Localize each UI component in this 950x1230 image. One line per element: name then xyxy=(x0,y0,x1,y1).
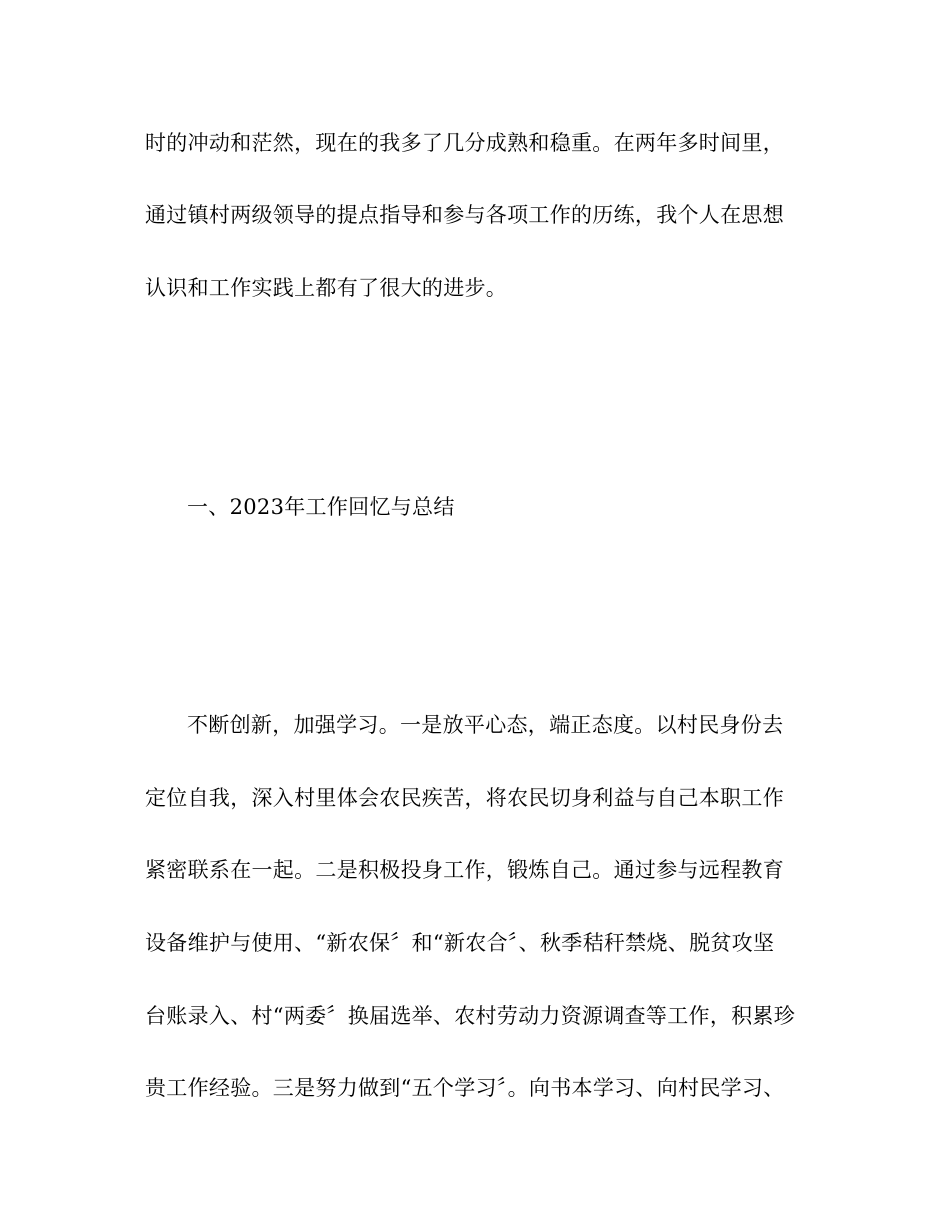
paragraph-line: 通过镇村两级领导的提点指导和参与各项工作的历练，我个人在思想 xyxy=(145,203,784,227)
paragraph-line: 认识和工作实践上都有了很大的进步。 xyxy=(145,276,508,300)
paragraph-line: 不断创新，加强学习。一是放平心态，端正态度。以村民身份去 xyxy=(187,713,784,737)
section-heading: 一、2023年工作回忆与总结 xyxy=(187,495,455,519)
paragraph-line: 紧密联系在一起。二是积极投身工作，锻炼自己。通过参与远程教育 xyxy=(145,858,784,882)
paragraph-line: 设备维护与使用、“新农保〞和“新农合〞、秋季秸秆禁烧、脱贫攻坚 xyxy=(145,931,775,955)
paragraph-line: 时的冲动和茫然，现在的我多了几分成熟和稳重。在两年多时间里， xyxy=(145,131,784,155)
paragraph-line: 贵工作经验。三是努力做到“五个学习〞。向书本学习、向村民学习、 xyxy=(145,1076,785,1100)
paragraph-line: 台账录入、村“两委〞换届选举、农村劳动力资源调查等工作，积累珍 xyxy=(145,1004,796,1028)
paragraph-line: 定位自我，深入村里体会农民疾苦，将农民切身利益与自己本职工作 xyxy=(145,786,784,810)
